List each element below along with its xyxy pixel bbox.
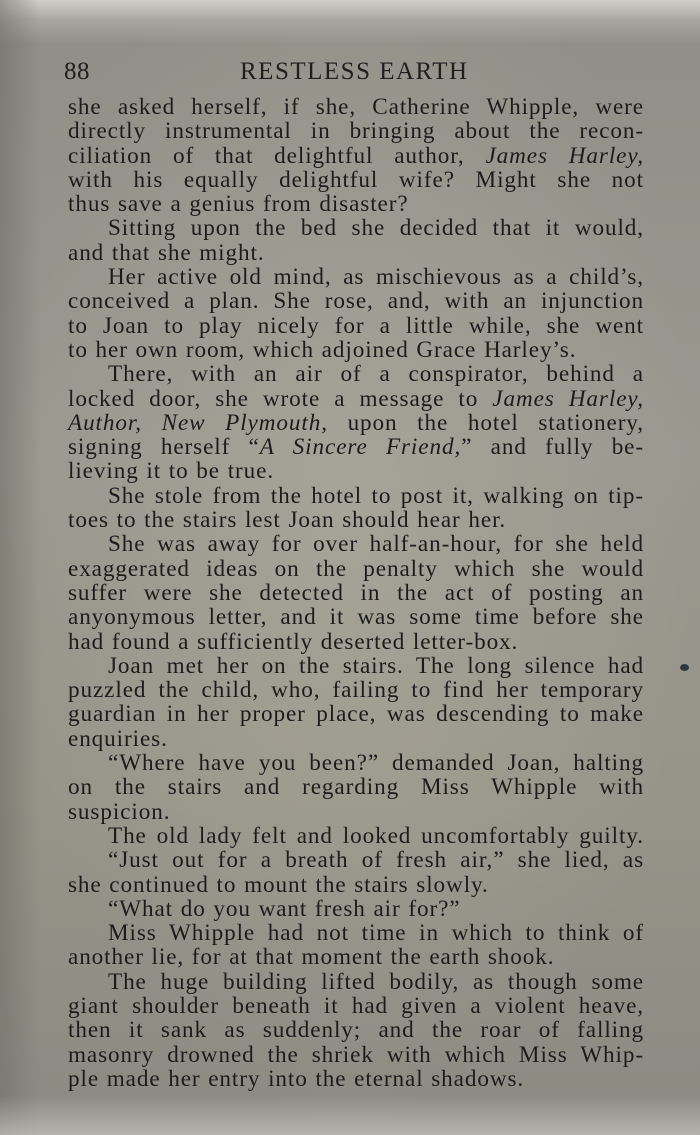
text-line: The old lady felt and looked uncomfortably guilty. (108, 822, 644, 849)
text-line: signing herself “A Sincere Friend,” and fully be- (68, 434, 644, 461)
text-line: suspicion. (68, 798, 171, 825)
text-line: locked door, she wrote a message to James Harley, (68, 385, 644, 412)
text-line: anyonymous letter, and it was some time before she (68, 604, 644, 631)
text-line: she continued to mount the stairs slowly. (68, 871, 489, 898)
text-line: The huge building lifted bodily, as though some (108, 968, 644, 995)
text-line: ple made her entry into the eternal shadows. (68, 1065, 525, 1092)
text-line: enquiries. (68, 725, 168, 752)
text-line: another lie, for at that moment the earth shook. (68, 944, 555, 971)
text-line: puzzled the child, who, failing to find her temporary (68, 677, 644, 704)
running-head: RESTLESS EARTH (240, 58, 469, 85)
text-line: “Just out for a breath of fresh air,” she lied, as (108, 847, 644, 874)
text-line: Miss Whipple had not time in which to think of (108, 920, 644, 947)
text-line: with his equally delightful wife? Might she not (68, 166, 644, 193)
text-line: to Joan to play nicely for a little while, she went (68, 312, 644, 339)
text-line: on the stairs and regarding Miss Whipple with (68, 774, 644, 801)
text-line: Her active old mind, as mischievous as a child’s, (108, 264, 644, 291)
text-line: lieving it to be true. (68, 458, 275, 485)
text-line: directly instrumental in bringing about the recon- (68, 118, 644, 145)
text-line: suffer were she detected in the act of posting an (68, 579, 644, 606)
text-line: Joan met her on the stairs. The long silence had (108, 652, 644, 679)
text-line: conceived a plan. She rose, and, with an injunction (68, 288, 644, 315)
text-line: to her own room, which adjoined Grace Harley’s. (68, 336, 577, 363)
text-line: Sitting upon the bed she decided that it would, (108, 215, 644, 242)
text-line: She stole from the hotel to post it, walking on tip- (108, 482, 644, 509)
body-text (68, 95, 644, 1091)
text-line: toes to the stairs lest Joan should hear her. (68, 507, 507, 534)
text-line: masonry drowned the shriek with which Miss Whip- (68, 1041, 644, 1068)
text-line: Author, New Plymouth, upon the hotel stationery, (68, 409, 644, 436)
text-line: “Where have you been?” demanded Joan, halting (108, 750, 644, 777)
text-line: “What do you want fresh air for?” (108, 895, 461, 922)
page-left-edge (0, 0, 40, 1135)
page-header (64, 58, 644, 90)
ink-spot (680, 664, 689, 671)
text-line: and that she might. (68, 239, 265, 266)
text-line: ciliation of that delightful author, James Harley, (68, 142, 644, 169)
text-line: guardian in her proper place, was descending to make (68, 701, 644, 728)
text-line: She was away for over half-an-hour, for she held (108, 531, 644, 558)
text-line: giant shoulder beneath it had given a violent heave, (68, 992, 644, 1019)
page-top-edge (0, 0, 700, 44)
text-line: exaggerated ideas on the penalty which she would (68, 555, 644, 582)
text-line: thus save a genius from disaster? (68, 191, 409, 218)
text-line: had found a sufficiently deserted letter-box. (68, 628, 519, 655)
page-number: 88 (64, 58, 90, 85)
text-line: she asked herself, if she, Catherine Whipple, were (68, 94, 644, 120)
text-line: then it sank as suddenly; and the roar of falling (68, 1017, 644, 1044)
page-bottom-edge (0, 1095, 700, 1135)
text-line: There, with an air of a conspirator, behind a (108, 361, 644, 388)
